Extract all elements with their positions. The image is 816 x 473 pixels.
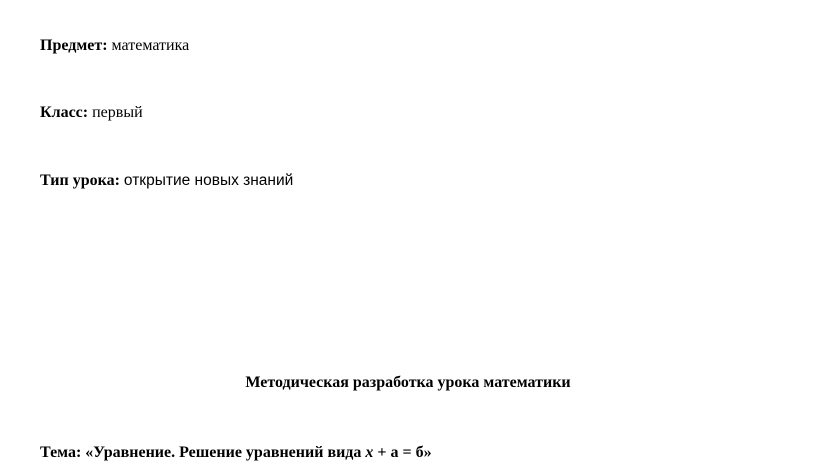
grade-value: первый xyxy=(92,104,143,121)
subject-label: Предмет: xyxy=(40,37,108,54)
grade-row xyxy=(40,103,143,123)
lesson-type-row xyxy=(40,171,293,191)
subject-value: математика xyxy=(111,37,190,54)
lesson-type-value: открытие новых знаний xyxy=(123,172,294,189)
lesson-type-label: Тип урока: xyxy=(40,172,120,189)
document-heading: Методическая разработка урока математики xyxy=(245,374,571,391)
topic-prefix: Тема: «Уравнение. Решение уравнений вида xyxy=(40,444,366,461)
topic-line xyxy=(40,443,432,463)
topic-suffix: + а = б» xyxy=(373,444,432,461)
grade-label: Класс: xyxy=(40,104,89,121)
subject-row xyxy=(40,36,189,56)
topic-variable: x xyxy=(365,444,374,461)
